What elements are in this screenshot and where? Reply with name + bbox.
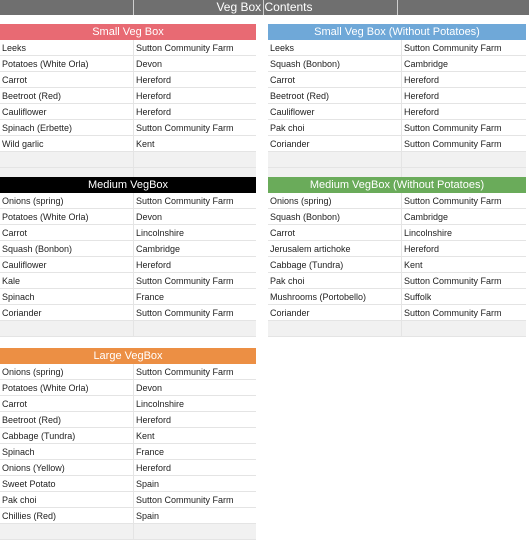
table-row[interactable] <box>0 136 256 152</box>
table-row[interactable] <box>268 88 526 104</box>
column-divider <box>401 152 402 168</box>
table-row[interactable] <box>268 72 526 88</box>
vegetable-cell: Sweet Potato <box>2 479 56 489</box>
table-row[interactable] <box>0 460 256 476</box>
origin-cell: Sutton Community Farm <box>136 495 234 505</box>
origin-cell: Cambridge <box>136 244 181 254</box>
vegetable-cell: Squash (Bonbon) <box>270 59 341 69</box>
table-row[interactable] <box>0 72 256 88</box>
vegetable-cell: Potatoes (White Orla) <box>2 383 89 393</box>
medium-vegbox-without-potatoes-table <box>268 177 526 337</box>
column-divider <box>133 56 134 72</box>
vegetable-cell: Cauliflower <box>270 107 315 117</box>
vegetable-cell: Onions (spring) <box>2 367 64 377</box>
origin-cell: Cambridge <box>404 212 449 222</box>
table-row[interactable] <box>268 193 526 209</box>
table-row[interactable] <box>0 380 256 396</box>
table-row[interactable] <box>0 241 256 257</box>
origin-cell: Cambridge <box>404 59 449 69</box>
table-row[interactable] <box>0 257 256 273</box>
table-row[interactable] <box>0 444 256 460</box>
origin-cell: Hereford <box>404 91 440 101</box>
table-row[interactable] <box>0 508 256 524</box>
origin-cell: Hereford <box>136 91 172 101</box>
column-divider <box>401 40 402 56</box>
vegetable-cell: Leeks <box>2 43 27 53</box>
vegetable-cell: Potatoes (White Orla) <box>2 212 89 222</box>
large-vegbox-header: Large VegBox <box>0 348 256 364</box>
table-row[interactable] <box>0 120 256 136</box>
table-row[interactable] <box>268 56 526 72</box>
table-row[interactable] <box>0 104 256 120</box>
vegetable-cell: Beetroot (Red) <box>2 91 62 101</box>
table-row[interactable] <box>0 289 256 305</box>
table-row[interactable] <box>0 476 256 492</box>
column-divider <box>401 305 402 321</box>
column-divider <box>133 364 134 380</box>
origin-cell: Suffolk <box>404 292 432 302</box>
vegetable-cell: Coriander <box>270 308 310 318</box>
vegetable-cell: Spinach <box>2 447 35 457</box>
column-divider <box>401 120 402 136</box>
vegetable-cell: Carrot <box>270 75 296 85</box>
column-divider <box>401 257 402 273</box>
origin-cell: Sutton Community Farm <box>404 43 502 53</box>
origin-cell: Sutton Community Farm <box>136 196 234 206</box>
empty-row <box>0 524 256 540</box>
column-divider <box>401 136 402 152</box>
table-row[interactable] <box>268 136 526 152</box>
table-row[interactable] <box>0 428 256 444</box>
column-divider <box>133 508 134 524</box>
vegetable-cell: Carrot <box>2 399 28 409</box>
column-divider <box>133 72 134 88</box>
column-divider <box>133 225 134 241</box>
vegetable-cell: Squash (Bonbon) <box>2 244 73 254</box>
column-divider <box>133 104 134 120</box>
medium-vegbox-header: Medium VegBox <box>0 177 256 193</box>
column-divider <box>133 289 134 305</box>
origin-cell: Kent <box>136 431 155 441</box>
origin-cell: Hereford <box>404 107 440 117</box>
origin-cell: Sutton Community Farm <box>136 43 234 53</box>
vegetable-cell: Pak choi <box>270 276 305 286</box>
table-row[interactable] <box>0 492 256 508</box>
medium-vegbox-table <box>0 177 256 337</box>
column-divider <box>133 380 134 396</box>
column-divider <box>133 524 134 540</box>
vegetable-cell: Cabbage (Tundra) <box>270 260 344 270</box>
vegetable-cell: Carrot <box>2 228 28 238</box>
origin-cell: Hereford <box>136 260 172 270</box>
vegetable-cell: Jerusalem artichoke <box>270 244 351 254</box>
origin-cell: Devon <box>136 59 163 69</box>
table-row[interactable] <box>0 396 256 412</box>
column-divider <box>133 136 134 152</box>
column-divider <box>133 88 134 104</box>
column-divider <box>133 321 134 337</box>
column-divider <box>401 321 402 337</box>
origin-cell: Sutton Community Farm <box>404 196 502 206</box>
vegetable-cell: Cabbage (Tundra) <box>2 431 76 441</box>
origin-cell: Sutton Community Farm <box>404 139 502 149</box>
column-divider <box>133 193 134 209</box>
vegetable-cell: Spinach <box>2 292 35 302</box>
column-divider <box>401 209 402 225</box>
column-divider <box>133 209 134 225</box>
column-divider <box>133 412 134 428</box>
column-divider <box>133 476 134 492</box>
vegetable-cell: Pak choi <box>270 123 305 133</box>
medium-vegbox-without-potatoes-header: Medium VegBox (Without Potatoes) <box>268 177 526 193</box>
vegetable-cell: Wild garlic <box>2 139 44 149</box>
column-divider <box>133 241 134 257</box>
empty-row <box>0 321 256 337</box>
table-row[interactable] <box>0 225 256 241</box>
column-divider <box>401 273 402 289</box>
origin-cell: Spain <box>136 511 160 521</box>
column-divider <box>133 152 134 168</box>
vegetable-cell: Potatoes (White Orla) <box>2 59 89 69</box>
origin-cell: Sutton Community Farm <box>404 123 502 133</box>
table-row[interactable] <box>268 104 526 120</box>
title-bar <box>0 0 529 15</box>
origin-cell: Kent <box>136 139 155 149</box>
vegetable-cell: Pak choi <box>2 495 37 505</box>
table-row[interactable] <box>0 305 256 321</box>
origin-cell: Sutton Community Farm <box>136 367 234 377</box>
small-veg-box-table <box>0 24 256 184</box>
origin-cell: Sutton Community Farm <box>404 308 502 318</box>
vegetable-cell: Carrot <box>2 75 28 85</box>
origin-cell: France <box>136 292 165 302</box>
column-divider <box>133 428 134 444</box>
column-divider <box>401 193 402 209</box>
origin-cell: Hereford <box>136 415 172 425</box>
origin-cell: Lincolnshire <box>404 228 453 238</box>
origin-cell: Sutton Community Farm <box>136 276 234 286</box>
table-row[interactable] <box>0 412 256 428</box>
table-row[interactable] <box>268 225 526 241</box>
vegetable-cell: Beetroot (Red) <box>2 415 62 425</box>
table-row[interactable] <box>268 289 526 305</box>
vegetable-cell: Onions (spring) <box>270 196 332 206</box>
column-divider <box>401 72 402 88</box>
origin-cell: Hereford <box>136 107 172 117</box>
origin-cell: Lincolnshire <box>136 228 185 238</box>
column-divider <box>401 241 402 257</box>
vegetable-cell: Chillies (Red) <box>2 511 57 521</box>
vegetable-cell: Cauliflower <box>2 260 47 270</box>
column-divider <box>401 88 402 104</box>
column-divider <box>133 460 134 476</box>
origin-cell: Devon <box>136 212 163 222</box>
origin-cell: Hereford <box>404 75 440 85</box>
origin-cell: France <box>136 447 165 457</box>
column-divider <box>401 104 402 120</box>
table-row[interactable] <box>268 209 526 225</box>
column-divider <box>133 305 134 321</box>
origin-cell: Sutton Community Farm <box>404 276 502 286</box>
table-row[interactable] <box>0 364 256 380</box>
table-row[interactable] <box>0 273 256 289</box>
table-row[interactable] <box>268 257 526 273</box>
origin-cell: Sutton Community Farm <box>136 123 234 133</box>
vegetable-cell: Cauliflower <box>2 107 47 117</box>
vegetable-cell: Onions (spring) <box>2 196 64 206</box>
vegetable-cell: Squash (Bonbon) <box>270 212 341 222</box>
table-row[interactable] <box>0 88 256 104</box>
table-row[interactable] <box>268 40 526 56</box>
table-row[interactable] <box>268 120 526 136</box>
table-row[interactable] <box>0 209 256 225</box>
empty-row <box>0 152 256 168</box>
large-vegbox-table <box>0 348 256 540</box>
origin-cell: Hereford <box>404 244 440 254</box>
table-row[interactable] <box>268 241 526 257</box>
table-row[interactable] <box>268 305 526 321</box>
vegetable-cell: Mushrooms (Portobello) <box>270 292 367 302</box>
vegetable-cell: Kale <box>2 276 21 286</box>
column-divider <box>133 120 134 136</box>
small-veg-box-header: Small Veg Box <box>0 24 256 40</box>
vegetable-cell: Leeks <box>270 43 295 53</box>
column-divider <box>133 444 134 460</box>
origin-cell: Spain <box>136 479 160 489</box>
column-divider <box>401 289 402 305</box>
vegetable-cell: Onions (Yellow) <box>2 463 65 473</box>
page-title: Veg Box Contents <box>216 0 313 14</box>
column-divider <box>401 225 402 241</box>
origin-cell: Devon <box>136 383 163 393</box>
column-divider <box>133 273 134 289</box>
empty-row <box>268 321 526 337</box>
origin-cell: Lincolnshire <box>136 399 185 409</box>
table-row[interactable] <box>0 40 256 56</box>
origin-cell: Kent <box>404 260 423 270</box>
small-veg-box-without-potatoes-header: Small Veg Box (Without Potatoes) <box>268 24 526 40</box>
column-divider <box>133 40 134 56</box>
column-divider <box>133 492 134 508</box>
table-row[interactable] <box>268 273 526 289</box>
small-veg-box-without-potatoes-table <box>268 24 526 184</box>
vegetable-cell: Carrot <box>270 228 296 238</box>
table-row[interactable] <box>0 56 256 72</box>
origin-cell: Sutton Community Farm <box>136 308 234 318</box>
column-divider <box>401 56 402 72</box>
column-divider <box>133 257 134 273</box>
origin-cell: Hereford <box>136 463 172 473</box>
vegetable-cell: Coriander <box>270 139 310 149</box>
table-row[interactable] <box>0 193 256 209</box>
vegetable-cell: Coriander <box>2 308 42 318</box>
origin-cell: Hereford <box>136 75 172 85</box>
empty-row <box>268 152 526 168</box>
vegetable-cell: Spinach (Erbette) <box>2 123 73 133</box>
vegetable-cell: Beetroot (Red) <box>270 91 330 101</box>
column-divider <box>133 396 134 412</box>
